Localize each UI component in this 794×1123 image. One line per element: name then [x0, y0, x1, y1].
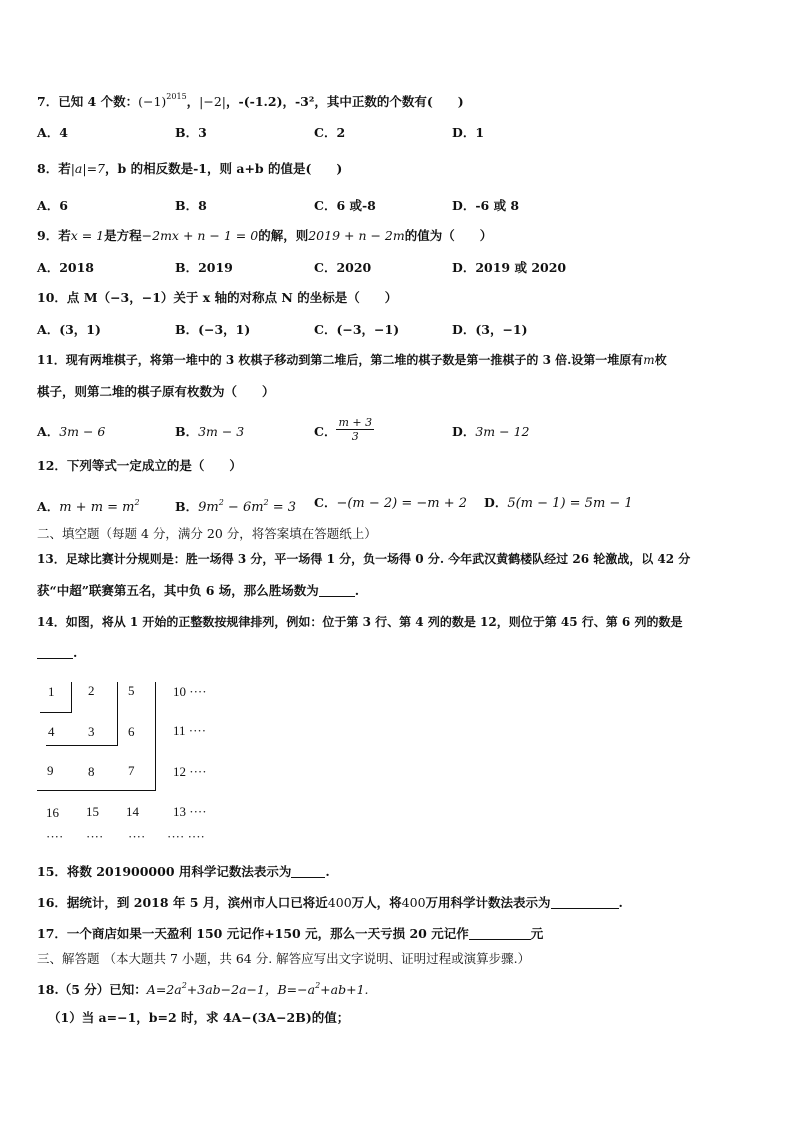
question-10: 10．点 M（−3，−1）关于 x 轴的对称点 N 的坐标是（ ）	[37, 290, 398, 305]
grid-cell: 7	[128, 763, 135, 778]
option-c: C．(−3，−1)	[314, 322, 400, 337]
answer-blank[interactable]	[37, 658, 73, 659]
question-15: 15．将数 201900000 用科学记数法表示为 .	[37, 864, 330, 879]
section-3-heading: 三、解答题 （本大题共 7 小题，共 64 分. 解答应写出文字说明、证明过程或演算步骤.）	[37, 951, 531, 966]
question-14-line-2: .	[37, 645, 77, 661]
grid-cell: ····	[128, 829, 146, 844]
grid-line	[40, 712, 72, 713]
grid-cell: ····	[46, 829, 64, 844]
option-b: B．(−3，1)	[175, 322, 251, 337]
option-a: A．3m − 6	[37, 424, 106, 439]
grid-cell: 13 ····	[173, 804, 207, 819]
question-11-line-2: 棋子，则第二堆的棋子原有枚数为（ ）	[37, 384, 275, 399]
option-c: C．−(m − 2) = −m + 2	[314, 495, 468, 511]
abs-expression: |a|=7	[70, 161, 106, 176]
option-c: C．2	[314, 125, 346, 140]
answer-blank[interactable]	[319, 596, 355, 597]
option-a: A．(3，1)	[37, 322, 101, 337]
option-d: D．3m − 12	[452, 424, 530, 439]
grid-cell: 15	[86, 804, 99, 819]
option-c: C．6 或-8	[314, 198, 376, 213]
option-d: D．5(m − 1) = 5m − 1	[484, 495, 633, 511]
grid-line	[117, 682, 118, 745]
grid-cell: 2	[88, 683, 95, 698]
section-2-heading: 二、填空题（每题 4 分，满分 20 分，将答案填在答题纸上）	[37, 526, 377, 541]
option-d: D．-6 或 8	[452, 198, 520, 213]
grid-cell: 5	[128, 683, 135, 698]
grid-cell: 14	[126, 804, 139, 819]
answer-blank[interactable]	[291, 877, 325, 878]
question-16: 16．据统计，到 2018 年 5 月，滨州市人口已将近400万人，将400万用科学计数法表示为 .	[37, 895, 623, 910]
number-arrangement-figure	[37, 672, 237, 852]
question-9: 9．若x = 1是方程−2mx + n − 1 = 0的解，则2019 + n − 2m的值为（ ）	[37, 228, 493, 243]
option-b: B．$9m^2 - 6m^2 = 3$	[175, 498, 297, 515]
option-b: B．8	[175, 198, 207, 213]
question-18-part-1: （1）当 a=−1，b=2 时，求 4A−(3A−2B)的值；	[48, 1010, 350, 1025]
option-b: B．2019	[175, 260, 233, 275]
question-14: 14．如图，将从 1 开始的正整数按规律排列，例如：位于第 3 行、第 4 列的数是 12，则位于第 45 行、第 6 列的数是	[37, 615, 683, 629]
grid-cell: 3	[88, 724, 95, 739]
expression: 2019 + n − 2m	[308, 228, 405, 243]
question-18: 18.（5 分）已知：$A=2a^2+3ab-2a-1$，$B=-a^2+ab+1$.	[37, 981, 369, 997]
option-a: A．$m + m = m^2$	[37, 498, 140, 515]
option-d: D．(3，−1)	[452, 322, 528, 337]
answer-blank[interactable]	[551, 908, 619, 909]
grid-cell: 9	[47, 763, 54, 778]
grid-line	[46, 745, 118, 746]
option-c: C．2020	[314, 260, 372, 275]
grid-line	[71, 682, 72, 712]
option-b: B．3m − 3	[175, 424, 245, 439]
question-13-line-2: 获“中超”联赛第五名，其中负 6 场，那么胜场数为 .	[37, 583, 360, 598]
question-11: 11．现有两堆棋子，将第一堆中的 3 枚棋子移动到第二堆后，第二堆的棋子数是第一推棋子的 3 倍.设第一堆原有m枚	[37, 353, 667, 367]
question-12: 12．下列等式一定成立的是（ ）	[37, 458, 242, 473]
option-b: B．3	[175, 125, 207, 140]
power-expression: $(-1)^{2015}$	[138, 92, 187, 109]
option-a: A．4	[37, 125, 68, 140]
grid-cell: 6	[128, 724, 135, 739]
option-a: A．2018	[37, 260, 94, 275]
option-a: A．6	[37, 198, 68, 213]
equation: −2mx + n − 1 = 0	[141, 228, 259, 243]
question-17: 17．一个商店如果一天盈利 150 元记作+150 元，那么一天亏损 20 元记作 元	[37, 926, 544, 941]
grid-cell: ···· ····	[167, 829, 205, 844]
grid-cell: 10 ····	[173, 684, 207, 699]
variable: m	[643, 353, 655, 367]
fraction: $\frac{m + 3}{3}$	[338, 416, 373, 443]
grid-cell: 8	[88, 764, 95, 779]
grid-cell: 4	[48, 724, 55, 739]
equation: x = 1	[70, 228, 105, 243]
grid-cell: 11 ····	[173, 723, 207, 738]
question-13: 13．足球比赛计分规则是：胜一场得 3 分，平一场得 1 分，负一场得 0 分. 今年武汉黄鹤楼队经过 26 轮激战，以 42 分	[37, 552, 691, 566]
option-d: D．2019 或 2020	[452, 260, 567, 275]
grid-cell: ····	[86, 829, 104, 844]
question-7: 7．已知 4 个数：$(-1)^{2015}$，|−2|，-(-1.2)，-3²，其中正数的个数有( )	[37, 92, 464, 109]
abs-expression: |−2|	[199, 94, 227, 109]
grid-cell: 1	[48, 684, 55, 699]
question-8: 8．若|a|=7，b 的相反数是-1，则 a+b 的值是( )	[37, 161, 343, 176]
grid-line	[155, 682, 156, 790]
answer-blank[interactable]	[469, 939, 531, 940]
grid-cell: 16	[46, 805, 59, 820]
grid-cell: 12 ····	[173, 764, 207, 779]
grid-line	[37, 790, 156, 791]
option-d: D．1	[452, 125, 485, 140]
option-c: C． $\frac{m + 3}{3}$	[314, 416, 373, 443]
